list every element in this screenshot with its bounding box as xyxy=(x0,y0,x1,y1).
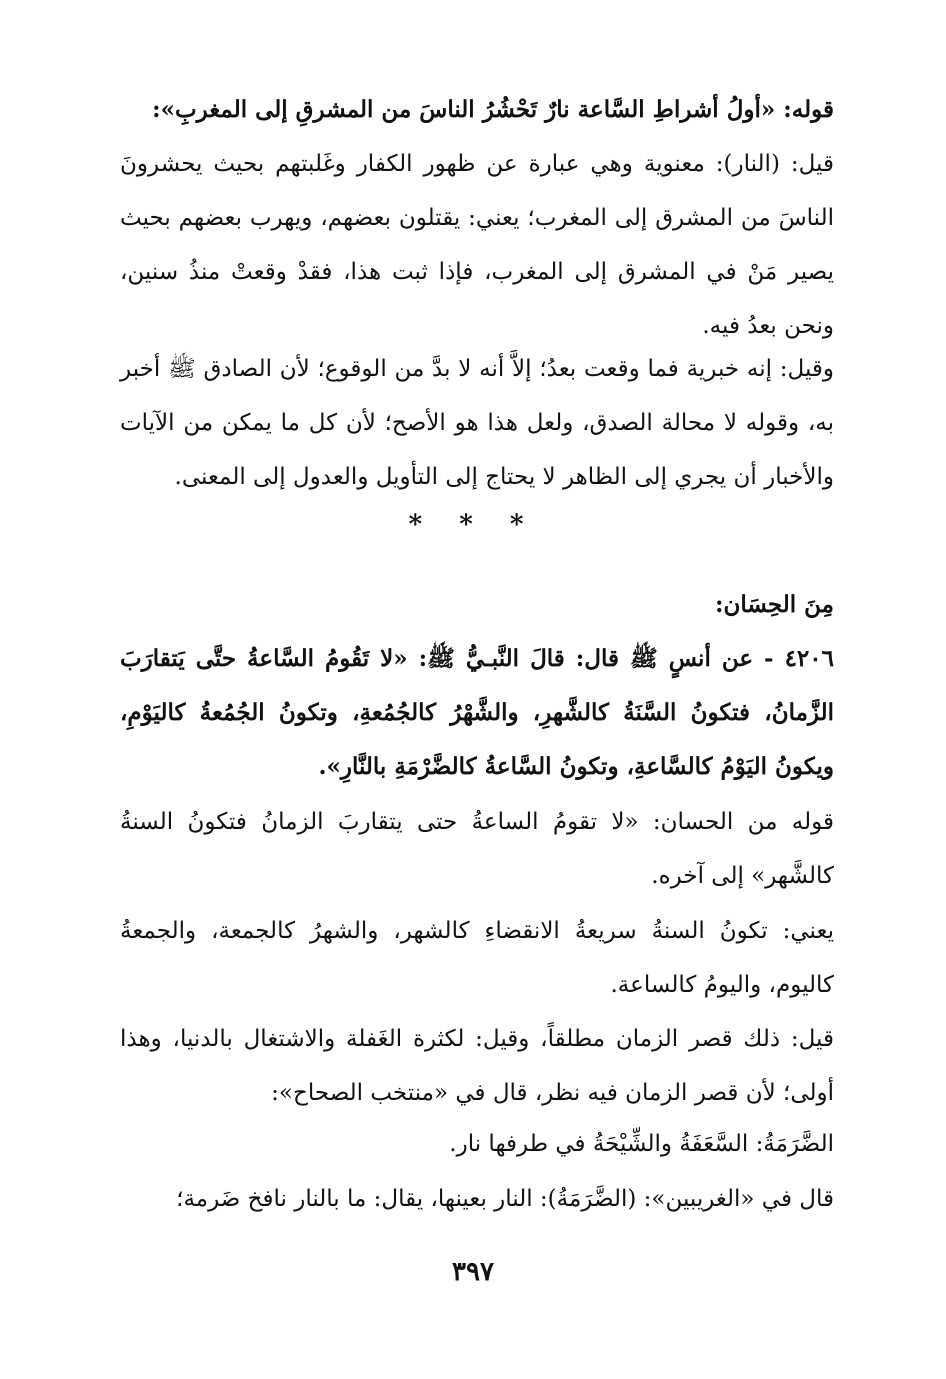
hadith-text: ٤٢٠٦ - عن أنسٍ ﷺ قال: قالَ النَّبـيُّ ﷺ: «لا تَقُومُ السَّاعةُ حتَّى يَتقارَبَ الزَّمانُ، فتكونُ السَّنَةُ كالشَّهرِ، والشَّهْرُ كالجُمُعةِ، وتكونُ الجُمُعةُ كاليَوْمِ، ويكونُ اليَوْمُ كالسَّاعةِ، وتكونُ السَّاعةُ كالضَّرْمَةِ بالنَّارِ». xyxy=(120,645,834,780)
paragraph-commentary-4: يعني: تكونُ السنةُ سريعةُ الانقضاءِ كالشهر، والشهرُ كالجمعة، والجمعةُ كاليوم، واليومُ كالساعة. xyxy=(120,918,834,998)
paragraph-heading-quote: قوله: «أولُ أشراطِ السَّاعة نارٌ تَحْشُرُ الناسَ من المشرقِ إلى المغربِ»: xyxy=(152,96,834,123)
section-separator: * * * xyxy=(408,510,538,540)
page-number: ٣٩٧ xyxy=(452,1257,494,1287)
paragraph-commentary-5: قيل: ذلك قصر الزمان مطلقاً، وقيل: لكثرة الغَفلة والاشتغال بالدنيا، وهذا أولى؛ لأن قصر الزمان فيه نظر، قال في «منتخب الصحاح»: xyxy=(120,1026,834,1106)
paragraph-commentary-1: قيل: (النار): معنوية وهي عبارة عن ظهور الكفار وغَلبتهم بحيث يحشرونَ الناسَ من المشرق إلى المغرب؛ يعني: يقتلون بعضهم، ويهرب بعضهم بحيث يصير مَنْ في المشرق إلى المغرب، فإذا ثبت هذا، فقدْ وقعتْ منذُ سنين، ونحن بعدُ فيه. xyxy=(120,151,834,339)
paragraph-commentary-6: قال في «الغريبين»: (الضَّرَمَةُ): النار بعينها، يقال: ما بالنار نافخ ضَرمة؛ xyxy=(176,1186,834,1212)
section-title: مِنَ الحِسَان: xyxy=(715,591,834,618)
paragraph-definition: الضَّرَمَةُ: السَّعَفَةُ والشِّيْحَةُ في طرفها نار. xyxy=(449,1131,834,1157)
paragraph-commentary-2: وقيل: إنه خبرية فما وقعت بعدُ؛ إلاَّ أنه لا بدَّ من الوقوع؛ لأن الصادق ﷺ أخبر به، وقوله لا محالة الصدق، ولعل هذا هو الأصح؛ لأن كل ما يمكن من الآيات والأخبار أن يجري إلى الظاهر لا يحتاج إلى التأويل والعدول إلى المعنى. xyxy=(120,356,835,490)
paragraph-commentary-3: قوله من الحسان: «لا تقومُ الساعةُ حتى يتقاربَ الزمانُ فتكونُ السنةُ كالشَّهر» إلى آخره. xyxy=(120,809,834,889)
